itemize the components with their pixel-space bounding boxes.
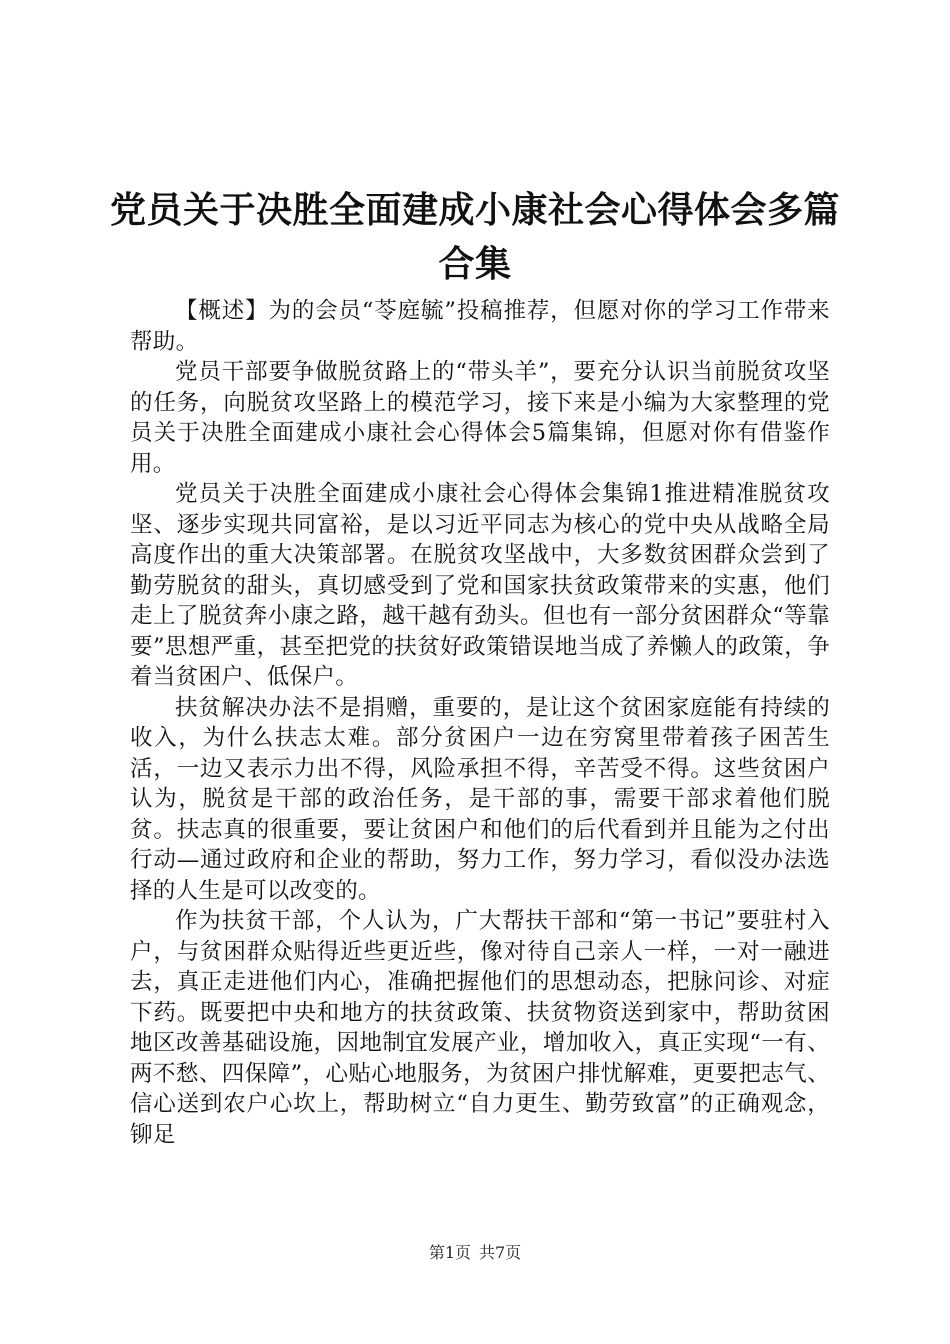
paragraph-summary: 【概述】为的会员“苓庭毓”投稿推荐，但愿对你的学习工作带来帮助。	[130, 298, 830, 355]
paragraph-intro: 党员干部要争做脱贫路上的“带头羊”，要充分认识当前脱贫攻坚的任务，向脱贫攻坚路上的模范学习，接下来是小编为大家整理的党员关于决胜全面建成小康社会心得体会5篇集锦，但愿对你有借鉴作用。	[130, 359, 830, 477]
paragraph-article-2: 扶贫解决办法不是捐赠，重要的，是让这个贫困家庭能有持续的收入，为什么扶志太难。部分贫困户一边在穷窝里带着孩子困苦生活，一边又表示力出不得，风险承担不得，辛苦受不得。这些贫困户认为，脱贫是干部的政治任务，是干部的事，需要干部求着他们脱贫。扶志真的很重要，要让贫困户和他们的后代看到并且能为之付出行动—通过政府和企业的帮助，努力工作，努力学习，看似没办法选择的人生是可以改变的。	[130, 694, 830, 904]
page-number: 第1页	[428, 1243, 471, 1262]
page-total: 共7页	[479, 1243, 522, 1262]
document-body	[130, 296, 830, 1150]
paragraph-article-3: 作为扶贫干部，个人认为，广大帮扶干部和“第一书记”要驻村入户，与贫困群众贴得近些更近些，像对待自己亲人一样，一对一融进去，真正走进他们内心，准确把握他们的思想动态，把脉问诊、对症下药。既要把中央和地方的扶贫政策、扶贫物资送到家中，帮助贫困地区改善基础设施，因地制宜发展产业，增加收入，真正实现“一有、两不愁、四保障”，心贴心地服务，为贫困户排忧解难，更要把志气、信心送到农户心坎上，帮助树立“自力更生、勤劳致富”的正确观念，铆足	[130, 908, 830, 1148]
paragraph-article-1: 党员关于决胜全面建成小康社会心得体会集锦1推进精准脱贫攻坚、逐步实现共同富裕，是以习近平同志为核心的党中央从战略全局高度作出的重大决策部署。在脱贫攻坚战中，大多数贫困群众尝到了勤劳脱贫的甜头，真切感受到了党和国家扶贫政策带来的实惠，他们走上了脱贫奔小康之路，越干越有劲头。但也有一部分贫困群众“等靠要”思想严重，甚至把党的扶贫好政策错误地当成了养懒人的政策，争着当贫困户、低保户。	[130, 481, 830, 690]
page-footer	[0, 1243, 950, 1263]
document-title: 党员关于决胜全面建成小康社会心得体会多篇合集	[110, 190, 841, 286]
